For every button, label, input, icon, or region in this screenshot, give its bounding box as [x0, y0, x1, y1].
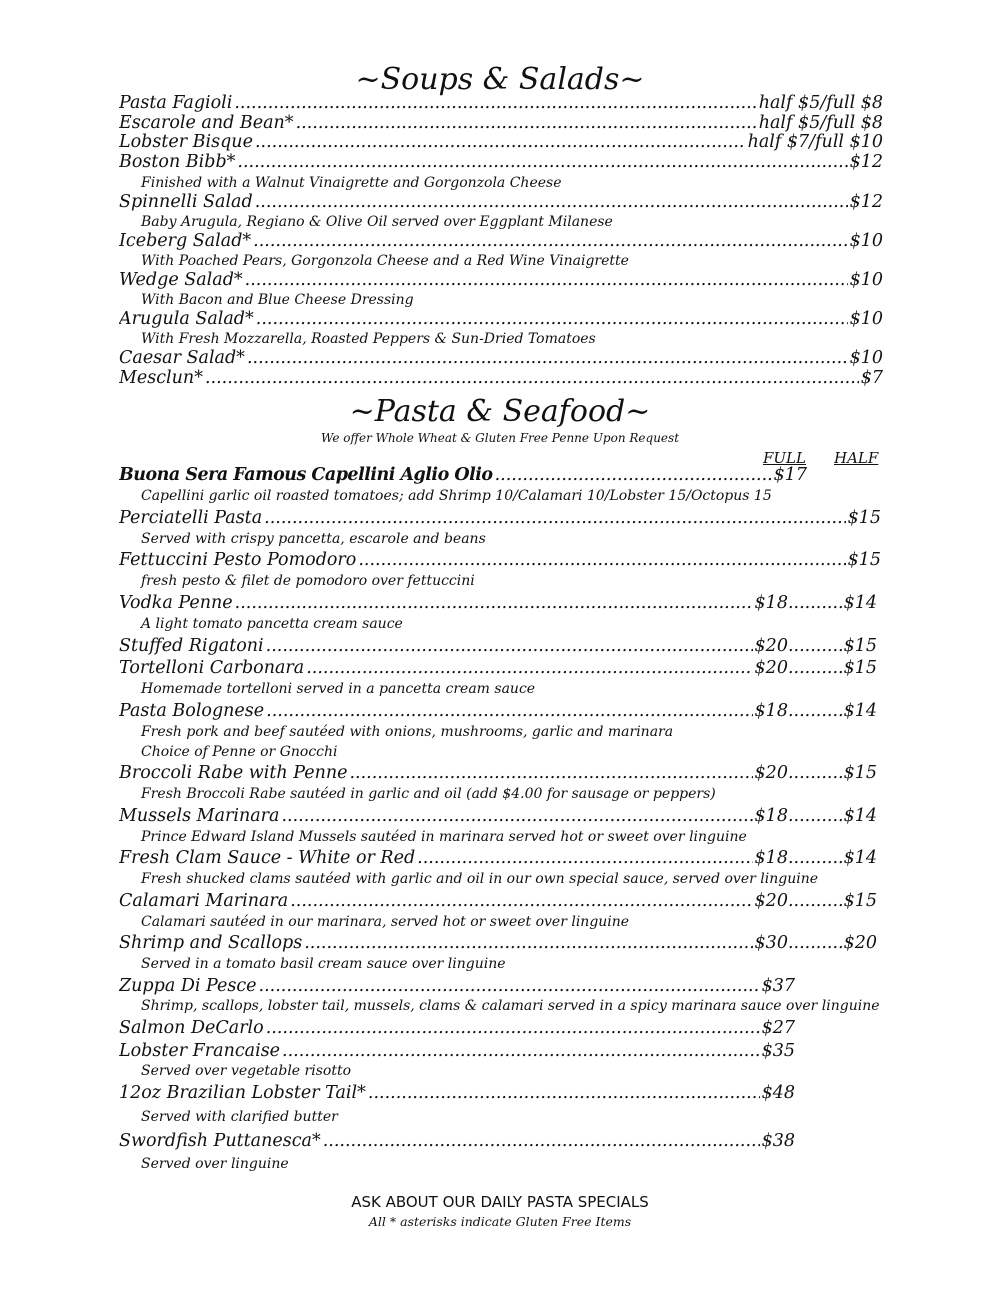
item-name: Broccoli Rabe with Penne — [119, 763, 348, 783]
item-name: Mussels Marinara — [119, 806, 280, 826]
menu-item-calamari-marinara: Calamari Marinara ..... $20 .......... $15 — [119, 891, 877, 913]
item-price-full: $20 — [754, 763, 788, 783]
menu-item-broccoli-rabe-penne: Broccoli Rabe with Penne ..... $20 .......... $15 — [119, 763, 877, 785]
item-price-half: $15 — [843, 891, 877, 911]
item-name: Fettuccini Pesto Pomodoro — [119, 550, 357, 570]
item-name: Salmon DeCarlo — [119, 1018, 264, 1038]
menu-item-tortelloni-carbonara: Tortelloni Carbonara ..... $20 .......... $15 — [119, 658, 877, 680]
item-price-full: $27 — [761, 1018, 795, 1038]
item-description: A light tomato pancetta cream sauce — [141, 616, 403, 632]
menu-item-wedge-salad — [119, 270, 883, 292]
item-description: Shrimp, scallops, lobster tail, mussels, clams & calamari served in a spicy marinara sauce over linguine — [141, 998, 880, 1014]
item-price-half: $15 — [843, 658, 877, 678]
item-price: $15 — [847, 508, 881, 528]
item-name: Caesar Salad* — [119, 348, 245, 368]
item-description: Homemade tortelloni served in a pancetta cream sauce — [141, 681, 536, 697]
item-name: Mesclun* — [119, 368, 203, 388]
menu-item-swordfish-puttanesca — [119, 1131, 795, 1153]
item-price-half: $14 — [843, 848, 877, 868]
item-description: Served with crispy pancetta, escarole and beans — [141, 531, 486, 547]
item-price-half-sep: .......... — [787, 593, 844, 613]
item-price-full: $30 — [754, 933, 788, 953]
item-name: Tortelloni Carbonara — [119, 658, 305, 678]
item-name: Lobster Francaise — [119, 1041, 281, 1061]
item-description: Served with clarified butter — [141, 1109, 338, 1125]
menu-item-pasta-bolognese: Pasta Bolognese ..... $18 .......... $14 — [119, 701, 877, 723]
item-price-half: $20 — [843, 933, 877, 953]
item-name: Stuffed Rigatoni — [119, 636, 264, 656]
menu-item-iceberg-salad — [119, 231, 883, 253]
item-description-2: Choice of Penne or Gnocchi — [141, 744, 338, 760]
item-description: With Fresh Mozzarella, Roasted Peppers & Sun-Dried Tomatoes — [141, 331, 596, 347]
menu-item-capellini-aglio-olio — [119, 465, 807, 487]
item-name: Pasta Bolognese — [119, 701, 265, 721]
item-name: Swordfish Puttanesca* — [119, 1131, 321, 1151]
item-price-full: $37 — [761, 976, 795, 996]
item-description: Fresh Broccoli Rabe sautéed in garlic and oil (add $4.00 for sausage or peppers) — [141, 786, 716, 802]
item-description: Served over vegetable risotto — [141, 1063, 351, 1079]
menu-item-boston-bibb — [119, 152, 883, 174]
item-price-half: $14 — [843, 701, 877, 721]
item-price-full: $18 — [754, 593, 788, 613]
menu-item-shrimp-and-scallops: Shrimp and Scallops ..... $30 .......... $20 — [119, 933, 877, 955]
menu-item-mesclun — [119, 368, 883, 390]
item-description: With Bacon and Blue Cheese Dressing — [141, 292, 414, 308]
item-price: $10 — [849, 270, 883, 290]
item-name: Shrimp and Scallops — [119, 933, 303, 953]
item-name: 12oz Brazilian Lobster Tail* — [119, 1083, 366, 1103]
menu-item-fresh-clam-sauce: Fresh Clam Sauce - White or Red ..... $18 .......... $14 — [119, 848, 877, 870]
menu-item-vodka-penne — [119, 593, 877, 615]
item-price-full: $48 — [761, 1083, 795, 1103]
item-price-full: $38 — [761, 1131, 795, 1151]
item-name: Wedge Salad* — [119, 270, 243, 290]
item-price: half $5/full $8 — [758, 93, 883, 113]
menu-item-pasta-fagioli — [119, 93, 883, 115]
item-price-full: $20 — [754, 891, 788, 911]
item-price-half: $15 — [843, 636, 877, 656]
item-price-full: $20 — [754, 658, 788, 678]
item-price: $15 — [847, 550, 881, 570]
item-description: Fresh pork and beef sautéed with onions, mushrooms, garlic and marinara — [141, 724, 674, 740]
item-name: Perciatelli Pasta — [119, 508, 263, 528]
item-price: $10 — [849, 309, 883, 329]
item-name: Zuppa Di Pesce — [119, 976, 257, 996]
item-price-full: $17 — [773, 465, 807, 485]
menu-item-lobster-francaise — [119, 1041, 795, 1063]
item-price: $12 — [849, 192, 883, 212]
item-description: Capellini garlic oil roasted tomatoes; add Shrimp 10/Calamari 10/Lobster 15/Octopus 15 — [141, 488, 772, 504]
item-name: Lobster Bisque — [119, 132, 253, 152]
gluten-free-note: All * asterisks indicate Gluten Free Items — [368, 1214, 632, 1229]
item-description: Baby Arugula, Regiano & Olive Oil served over Eggplant Milanese — [141, 214, 613, 230]
item-description: Served in a tomato basil cream sauce over linguine — [141, 956, 506, 972]
item-price-full: $20 — [754, 636, 788, 656]
item-price-full: $18 — [754, 848, 788, 868]
item-price: half $5/full $8 — [758, 113, 883, 133]
item-name: Pasta Fagioli — [119, 93, 233, 113]
pasta-subtitle: We offer Whole Wheat & Gluten Free Penne Upon Request — [320, 431, 680, 445]
menu-item-brazilian-lobster-tail — [119, 1083, 795, 1105]
menu-item-zuppa-di-pesce — [119, 976, 795, 998]
item-price: $7 — [860, 368, 883, 388]
item-name: Boston Bibb* — [119, 152, 236, 172]
menu-item-spinnelli-salad — [119, 192, 883, 214]
item-name: Arugula Salad* — [119, 309, 254, 329]
item-description: Prince Edward Island Mussels sautéed in marinara served hot or sweet over linguine — [141, 829, 747, 845]
column-header-full: FULL — [763, 449, 806, 467]
item-price: half $7/full $10 — [747, 132, 883, 152]
item-description: Fresh shucked clams sautéed with garlic and oil in our own special sauce, served over linguine — [141, 871, 818, 887]
menu-item-mussels-marinara: Mussels Marinara ..... $18 .......... $14 — [119, 806, 877, 828]
item-name: Buona Sera Famous Capellini Aglio Olio — [119, 465, 493, 485]
item-price-full: $18 — [754, 806, 788, 826]
item-price-half: $14 — [843, 593, 877, 613]
menu-item-perciatelli-pasta — [119, 508, 881, 530]
item-description: Served over linguine — [141, 1156, 289, 1172]
item-price: $10 — [849, 231, 883, 251]
item-name: Fresh Clam Sauce - White or Red — [119, 848, 416, 868]
item-price: $12 — [849, 152, 883, 172]
item-description: Finished with a Walnut Vinaigrette and Gorgonzola Cheese — [141, 175, 562, 191]
menu-item-arugula-salad — [119, 309, 883, 331]
item-name: Escarole and Bean* — [119, 113, 294, 133]
menu-item-stuffed-rigatoni: Stuffed Rigatoni ..... $20 .......... $15 — [119, 636, 877, 658]
pasta-title: ~Pasta & Seafood~ — [349, 394, 651, 429]
item-price: $10 — [849, 348, 883, 368]
item-description: fresh pesto & filet de pomodoro over fettuccini — [141, 573, 475, 589]
column-header-half: HALF — [834, 449, 879, 467]
menu-item-fettuccini-pesto-pomodoro — [119, 550, 881, 572]
menu-item-lobster-bisque — [119, 132, 883, 154]
soups-title: ~Soups & Salads~ — [355, 62, 645, 97]
item-description: With Poached Pears, Gorgonzola Cheese and a Red Wine Vinaigrette — [141, 253, 629, 269]
item-name: Spinnelli Salad — [119, 192, 253, 212]
menu-item-caesar-salad — [119, 348, 883, 370]
menu-item-salmon-decarlo — [119, 1018, 795, 1040]
item-price-full: $35 — [761, 1041, 795, 1061]
item-name: Calamari Marinara — [119, 891, 289, 911]
item-price-full: $18 — [754, 701, 788, 721]
item-name: Vodka Penne — [119, 593, 233, 613]
item-price-half: $14 — [843, 806, 877, 826]
item-name: Iceberg Salad* — [119, 231, 252, 251]
item-description: Calamari sautéed in our marinara, served hot or sweet over linguine — [141, 914, 630, 930]
daily-specials-note: ASK ABOUT OUR DAILY PASTA SPECIALS — [351, 1193, 649, 1211]
item-price-half: $15 — [843, 763, 877, 783]
